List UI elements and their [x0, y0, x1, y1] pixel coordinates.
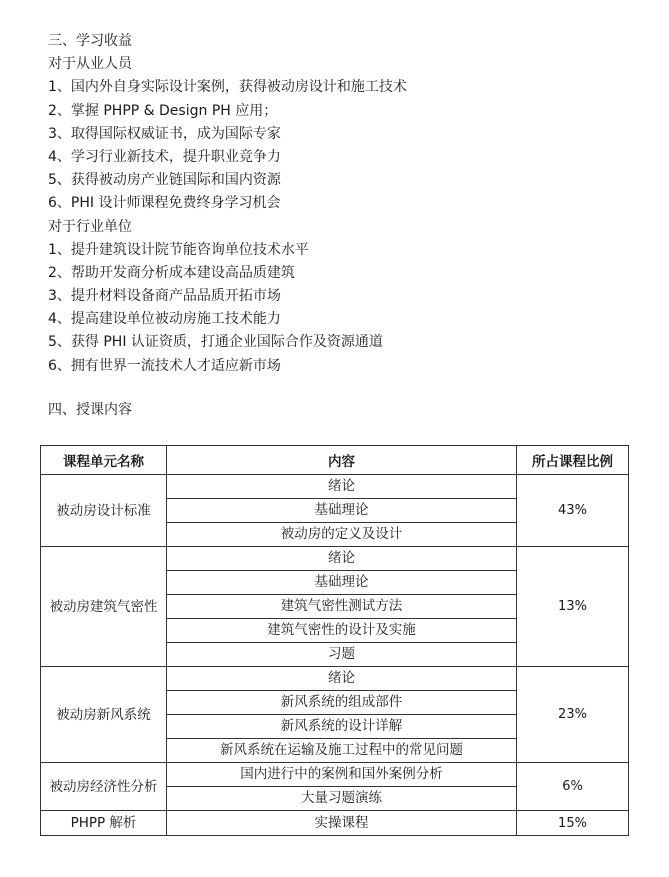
topic-cell: 实操课程 [167, 811, 517, 836]
percent-cell: 43% [517, 475, 629, 547]
topic-cell: 绪论 [167, 547, 517, 571]
table-row [41, 475, 629, 499]
topic-cell: 被动房的定义及设计 [167, 523, 517, 547]
benefit-item: 6、拥有世界一流技术人才适应新市场 [48, 357, 281, 374]
topic-cell: 国内进行中的案例和国外案例分析 [167, 763, 517, 787]
table-row [41, 667, 629, 691]
unit-name-cell: 被动房经济性分析 [41, 763, 167, 811]
topic-cell: 大量习题演练 [167, 787, 517, 811]
topic-cell: 基础理论 [167, 499, 517, 523]
unit-name-cell: 被动房建筑气密性 [41, 547, 167, 667]
header-percentage: 所占课程比例 [517, 446, 629, 475]
table-row [41, 763, 629, 787]
group-title: 对于从业人员 [48, 56, 132, 73]
percent-cell: 6% [517, 763, 629, 811]
benefit-item: 2、掌握 PHPP & Design PH 应用； [48, 102, 278, 119]
topic-cell: 习题 [167, 643, 517, 667]
unit-name-cell: PHPP 解析 [41, 811, 167, 836]
topic-cell: 建筑气密性的设计及实施 [167, 619, 517, 643]
topic-cell: 绪论 [167, 475, 517, 499]
course-content-table [40, 445, 629, 836]
benefit-item: 1、国内外自身实际设计案例，获得被动房设计和施工技术 [48, 79, 407, 96]
benefit-item: 5、获得被动房产业链国际和国内资源 [48, 172, 281, 189]
topic-cell: 新风系统在运输及施工过程中的常见问题 [167, 739, 517, 763]
topic-cell: 绪论 [167, 667, 517, 691]
percent-cell: 13% [517, 547, 629, 667]
topic-cell: 建筑气密性测试方法 [167, 595, 517, 619]
learning-benefits-section [48, 30, 407, 378]
benefit-item: 4、学习行业新技术，提升职业竞争力 [48, 148, 281, 165]
benefit-item: 1、提升建筑设计院节能咨询单位技术水平 [48, 241, 309, 258]
unit-name-cell: 被动房新风系统 [41, 667, 167, 763]
header-content: 内容 [167, 446, 517, 475]
benefit-item: 5、获得 PHI 认证资质，打通企业国际合作及资源通道 [48, 334, 383, 351]
topic-cell: 新风系统的组成部件 [167, 691, 517, 715]
benefit-item: 6、PHI 设计师课程免费终身学习机会 [48, 195, 281, 212]
topic-cell: 基础理论 [167, 571, 517, 595]
section-heading: 三、学习收益 [48, 33, 132, 49]
percent-cell: 23% [517, 667, 629, 763]
unit-name-cell: 被动房设计标准 [41, 475, 167, 547]
course-content-heading: 四、授课内容 [48, 402, 132, 418]
benefit-item: 3、提升材料设备商产品品质开拓市场 [48, 288, 281, 305]
topic-cell: 新风系统的设计详解 [167, 715, 517, 739]
table-row [41, 547, 629, 571]
table-header-row [41, 446, 629, 475]
header-unit-name: 课程单元名称 [41, 446, 167, 475]
table-row [41, 811, 629, 836]
percent-cell: 15% [517, 811, 629, 836]
benefit-item: 4、提高建设单位被动房施工技术能力 [48, 311, 281, 328]
benefit-item: 3、取得国际权威证书，成为国际专家 [48, 125, 281, 142]
benefit-item: 2、帮助开发商分析成本建设高品质建筑 [48, 264, 295, 281]
group-title: 对于行业单位 [48, 218, 132, 235]
